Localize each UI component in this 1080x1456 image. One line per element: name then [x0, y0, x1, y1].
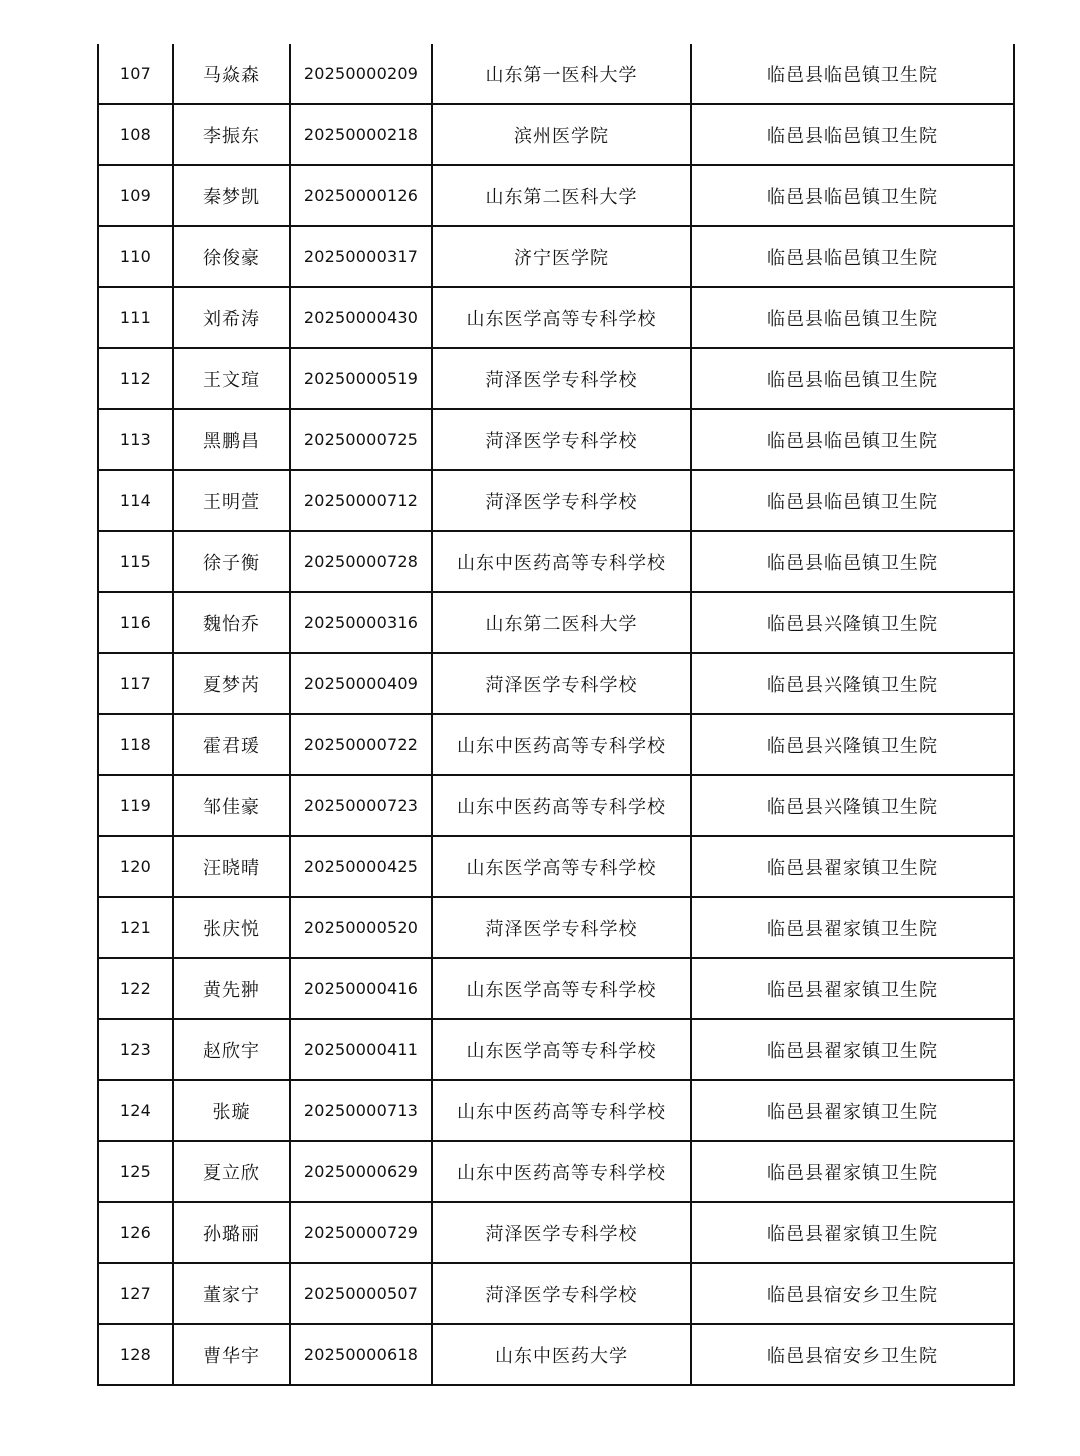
row-index: 122 — [98, 958, 173, 1019]
row-name: 张庆悦 — [173, 897, 290, 958]
row-id: 20250000729 — [290, 1202, 432, 1263]
row-id: 20250000629 — [290, 1141, 432, 1202]
table-row — [98, 1202, 1014, 1263]
row-unit: 临邑县临邑镇卫生院 — [691, 165, 1014, 226]
row-school: 菏泽医学专科学校 — [432, 470, 691, 531]
row-index: 117 — [98, 653, 173, 714]
row-unit: 临邑县兴隆镇卫生院 — [691, 775, 1014, 836]
row-unit: 临邑县临邑镇卫生院 — [691, 104, 1014, 165]
row-name: 黄先翀 — [173, 958, 290, 1019]
table-row — [98, 958, 1014, 1019]
row-index: 114 — [98, 470, 173, 531]
row-school: 菏泽医学专科学校 — [432, 348, 691, 409]
table-row — [98, 836, 1014, 897]
row-name: 马焱森 — [173, 44, 290, 104]
row-unit: 临邑县翟家镇卫生院 — [691, 1080, 1014, 1141]
table-row — [98, 1141, 1014, 1202]
row-unit: 临邑县临邑镇卫生院 — [691, 44, 1014, 104]
row-id: 20250000430 — [290, 287, 432, 348]
row-index: 115 — [98, 531, 173, 592]
row-school: 菏泽医学专科学校 — [432, 1202, 691, 1263]
table-row — [98, 531, 1014, 592]
row-index: 119 — [98, 775, 173, 836]
table-row — [98, 1324, 1014, 1385]
row-index: 126 — [98, 1202, 173, 1263]
row-name: 夏梦芮 — [173, 653, 290, 714]
row-name: 李振东 — [173, 104, 290, 165]
row-index: 120 — [98, 836, 173, 897]
table-row — [98, 104, 1014, 165]
table-row — [98, 775, 1014, 836]
row-unit: 临邑县翟家镇卫生院 — [691, 836, 1014, 897]
row-name: 黑鹏昌 — [173, 409, 290, 470]
table-row — [98, 226, 1014, 287]
row-id: 20250000728 — [290, 531, 432, 592]
row-index: 113 — [98, 409, 173, 470]
row-index: 121 — [98, 897, 173, 958]
table-row — [98, 653, 1014, 714]
table-row — [98, 1080, 1014, 1141]
row-id: 20250000317 — [290, 226, 432, 287]
row-id: 20250000712 — [290, 470, 432, 531]
table-row — [98, 287, 1014, 348]
row-school: 滨州医学院 — [432, 104, 691, 165]
row-school: 山东第二医科大学 — [432, 165, 691, 226]
row-name: 王明萱 — [173, 470, 290, 531]
row-school: 山东中医药高等专科学校 — [432, 775, 691, 836]
row-name: 徐子衡 — [173, 531, 290, 592]
row-school: 菏泽医学专科学校 — [432, 409, 691, 470]
row-school: 山东中医药高等专科学校 — [432, 1141, 691, 1202]
row-unit: 临邑县临邑镇卫生院 — [691, 287, 1014, 348]
row-school: 山东医学高等专科学校 — [432, 958, 691, 1019]
roster-table-body — [98, 44, 1014, 1385]
row-index: 109 — [98, 165, 173, 226]
row-name: 徐俊豪 — [173, 226, 290, 287]
row-school: 山东第一医科大学 — [432, 44, 691, 104]
row-id: 20250000723 — [290, 775, 432, 836]
row-id: 20250000425 — [290, 836, 432, 897]
row-school: 山东中医药高等专科学校 — [432, 714, 691, 775]
row-id: 20250000218 — [290, 104, 432, 165]
row-school: 山东中医药高等专科学校 — [432, 531, 691, 592]
row-name: 魏怡乔 — [173, 592, 290, 653]
row-school: 山东医学高等专科学校 — [432, 287, 691, 348]
row-index: 127 — [98, 1263, 173, 1324]
table-row — [98, 897, 1014, 958]
row-unit: 临邑县临邑镇卫生院 — [691, 470, 1014, 531]
row-school: 山东第二医科大学 — [432, 592, 691, 653]
row-index: 118 — [98, 714, 173, 775]
row-unit: 临邑县翟家镇卫生院 — [691, 1141, 1014, 1202]
row-id: 20250000126 — [290, 165, 432, 226]
table-row — [98, 1263, 1014, 1324]
row-id: 20250000519 — [290, 348, 432, 409]
row-unit: 临邑县翟家镇卫生院 — [691, 1202, 1014, 1263]
row-index: 128 — [98, 1324, 173, 1385]
row-id: 20250000722 — [290, 714, 432, 775]
row-school: 菏泽医学专科学校 — [432, 653, 691, 714]
row-id: 20250000725 — [290, 409, 432, 470]
row-unit: 临邑县临邑镇卫生院 — [691, 348, 1014, 409]
row-school: 山东医学高等专科学校 — [432, 1019, 691, 1080]
table-row — [98, 714, 1014, 775]
table-row — [98, 348, 1014, 409]
row-name: 夏立欣 — [173, 1141, 290, 1202]
row-index: 110 — [98, 226, 173, 287]
row-name: 赵欣宇 — [173, 1019, 290, 1080]
table-row — [98, 1019, 1014, 1080]
row-id: 20250000520 — [290, 897, 432, 958]
row-school: 山东医学高等专科学校 — [432, 836, 691, 897]
row-name: 曹华宇 — [173, 1324, 290, 1385]
row-unit: 临邑县临邑镇卫生院 — [691, 409, 1014, 470]
row-index: 116 — [98, 592, 173, 653]
row-id: 20250000209 — [290, 44, 432, 104]
row-name: 邹佳豪 — [173, 775, 290, 836]
row-unit: 临邑县翟家镇卫生院 — [691, 958, 1014, 1019]
row-index: 111 — [98, 287, 173, 348]
row-unit: 临邑县临邑镇卫生院 — [691, 226, 1014, 287]
row-name: 霍君瑗 — [173, 714, 290, 775]
row-id: 20250000409 — [290, 653, 432, 714]
row-id: 20250000416 — [290, 958, 432, 1019]
row-id: 20250000618 — [290, 1324, 432, 1385]
row-name: 张璇 — [173, 1080, 290, 1141]
row-index: 123 — [98, 1019, 173, 1080]
row-school: 山东中医药大学 — [432, 1324, 691, 1385]
row-index: 124 — [98, 1080, 173, 1141]
row-school: 菏泽医学专科学校 — [432, 1263, 691, 1324]
table-row — [98, 592, 1014, 653]
row-id: 20250000316 — [290, 592, 432, 653]
row-school: 菏泽医学专科学校 — [432, 897, 691, 958]
row-name: 刘希涛 — [173, 287, 290, 348]
row-unit: 临邑县临邑镇卫生院 — [691, 531, 1014, 592]
row-id: 20250000713 — [290, 1080, 432, 1141]
row-index: 125 — [98, 1141, 173, 1202]
row-unit: 临邑县宿安乡卫生院 — [691, 1263, 1014, 1324]
row-unit: 临邑县翟家镇卫生院 — [691, 1019, 1014, 1080]
row-school: 济宁医学院 — [432, 226, 691, 287]
row-name: 汪晓晴 — [173, 836, 290, 897]
row-name: 孙璐丽 — [173, 1202, 290, 1263]
row-name: 王文瑄 — [173, 348, 290, 409]
row-name: 秦梦凯 — [173, 165, 290, 226]
table-row — [98, 409, 1014, 470]
row-name: 董家宁 — [173, 1263, 290, 1324]
row-unit: 临邑县兴隆镇卫生院 — [691, 714, 1014, 775]
row-index: 108 — [98, 104, 173, 165]
row-unit: 临邑县兴隆镇卫生院 — [691, 592, 1014, 653]
row-index: 112 — [98, 348, 173, 409]
row-index: 107 — [98, 44, 173, 104]
row-unit: 临邑县兴隆镇卫生院 — [691, 653, 1014, 714]
row-unit: 临邑县翟家镇卫生院 — [691, 897, 1014, 958]
row-id: 20250000411 — [290, 1019, 432, 1080]
roster-table — [97, 44, 1015, 1386]
row-id: 20250000507 — [290, 1263, 432, 1324]
row-school: 山东中医药高等专科学校 — [432, 1080, 691, 1141]
table-row — [98, 44, 1014, 104]
table-row — [98, 165, 1014, 226]
row-unit: 临邑县宿安乡卫生院 — [691, 1324, 1014, 1385]
table-row — [98, 470, 1014, 531]
